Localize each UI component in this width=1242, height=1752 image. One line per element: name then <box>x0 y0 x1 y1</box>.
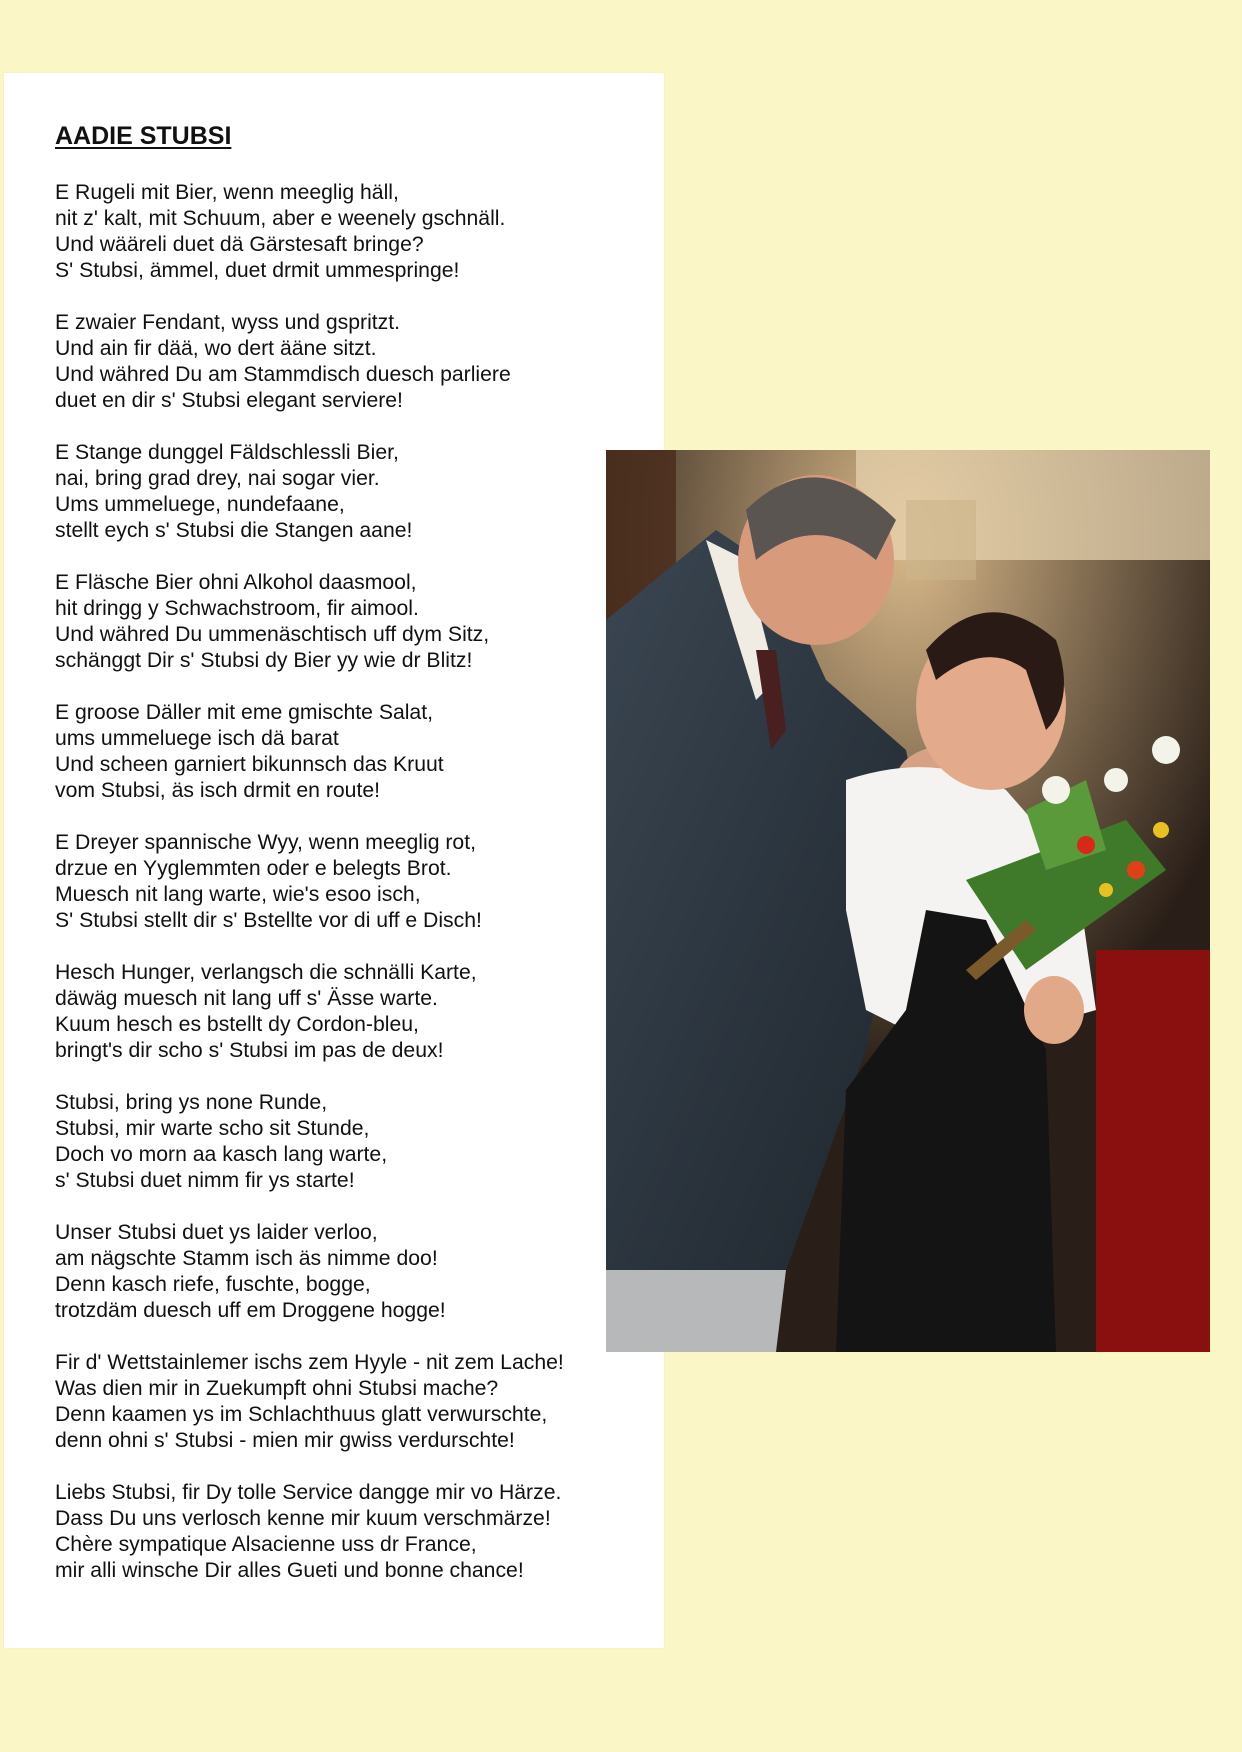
poem-stanza <box>55 1220 645 1324</box>
poem-line: E Rugeli mit Bier, wenn meeglig häll, <box>55 181 399 204</box>
poem-stanza <box>55 440 645 544</box>
poem-line: Ums ummeluege, nundefaane, <box>55 493 345 516</box>
poem-stanza <box>55 310 645 414</box>
poem-line: nit z' kalt, mit Schuum, aber e weenely gschnäll. <box>55 207 506 230</box>
poem-line: S' Stubsi stellt dir s' Bstellte vor di uff e Disch! <box>55 909 482 932</box>
poem-line: Und scheen garniert bikunnsch das Kruut <box>55 753 444 776</box>
poem-line: s' Stubsi duet nimm fir ys starte! <box>55 1169 355 1192</box>
poem-line: Dass Du uns verlosch kenne mir kuum verschmärze! <box>55 1507 551 1530</box>
poem-line: ums ummeluege isch dä barat <box>55 727 339 750</box>
poem-line: Stubsi, mir warte scho sit Stunde, <box>55 1117 370 1140</box>
poem-stanza <box>55 830 645 934</box>
poem-line: S' Stubsi, ämmel, duet drmit ummespringe! <box>55 259 460 282</box>
poem-title: AADIE STUBSI <box>55 122 232 150</box>
poem-line: E zwaier Fendant, wyss und gspritzt. <box>55 311 401 334</box>
poem-line: E Fläsche Bier ohni Alkohol daasmool, <box>55 571 417 594</box>
poem-line: E Dreyer spannische Wyy, wenn meeglig rot, <box>55 831 476 854</box>
poem-line: däwäg muesch nit lang uff s' Ässe warte. <box>55 987 438 1010</box>
photo-illustration <box>606 450 1210 1352</box>
poem-line: Und währed Du am Stammdisch duesch parliere <box>55 363 511 386</box>
poem-line: Liebs Stubsi, fir Dy tolle Service dangge mir vo Härze. <box>55 1481 562 1504</box>
poem-stanza <box>55 1480 645 1584</box>
poem-line: bringt's dir scho s' Stubsi im pas de deux! <box>55 1039 444 1062</box>
poem-stanza <box>55 180 645 284</box>
poem-line: Doch vo morn aa kasch lang warte, <box>55 1143 388 1166</box>
poem-line: mir alli winsche Dir alles Gueti und bonne chance! <box>55 1559 524 1582</box>
poem-stanza <box>55 1350 645 1454</box>
poem-line: Und währed Du ummenäschtisch uff dym Sitz, <box>55 623 490 646</box>
poem-line: stellt eych s' Stubsi die Stangen aane! <box>55 519 413 542</box>
poem-line: Chère sympatique Alsacienne uss dr France, <box>55 1533 477 1556</box>
poem-line: Denn kasch riefe, fuschte, bogge, <box>55 1273 371 1296</box>
poem-line: vom Stubsi, äs isch drmit en route! <box>55 779 381 802</box>
poem-line: Was dien mir in Zuekumpft ohni Stubsi mache? <box>55 1377 499 1400</box>
poem-line: drzue en Yyglemmten oder e belegts Brot. <box>55 857 452 880</box>
poem-line: Fir d' Wettstainlemer ischs zem Hyyle - nit zem Lache! <box>55 1351 564 1374</box>
poem-line: Kuum hesch es bstellt dy Cordon-bleu, <box>55 1013 419 1036</box>
poem-line: nai, bring grad drey, nai sogar vier. <box>55 467 380 490</box>
poem-stanza <box>55 700 645 804</box>
poem-line: trotzdäm duesch uff em Droggene hogge! <box>55 1299 446 1322</box>
poem-line: Denn kaamen ys im Schlachthuus glatt verwurschte, <box>55 1403 548 1426</box>
poem-line: denn ohni s' Stubsi - mien mir gwiss verdurschte! <box>55 1429 515 1452</box>
poem-line: am nägschte Stamm isch äs nimme doo! <box>55 1247 438 1270</box>
poem-line: duet en dir s' Stubsi elegant serviere! <box>55 389 403 412</box>
poem-line: E groose Däller mit eme gmischte Salat, <box>55 701 433 724</box>
poem-block <box>55 120 645 1610</box>
poem-line: schänggt Dir s' Stubsi dy Bier yy wie dr Blitz! <box>55 649 473 672</box>
poem-line: Unser Stubsi duet ys laider verloo, <box>55 1221 378 1244</box>
poem-line: Stubsi, bring ys none Runde, <box>55 1091 328 1114</box>
poem-line: hit dringg y Schwachstroom, fir aimool. <box>55 597 419 620</box>
poem-stanzas <box>55 180 645 1584</box>
poem-line: Und ain fir dää, wo dert ääne sitzt. <box>55 337 377 360</box>
poem-stanza <box>55 1090 645 1194</box>
poem-stanza <box>55 960 645 1064</box>
poem-stanza <box>55 570 645 674</box>
poem-line: E Stange dunggel Fäldschlessli Bier, <box>55 441 399 464</box>
poem-line: Und wääreli duet dä Gärstesaft bringe? <box>55 233 424 256</box>
poem-line: Hesch Hunger, verlangsch die schnälli Karte, <box>55 961 477 984</box>
farewell-photo <box>606 450 1210 1352</box>
poem-line: Muesch nit lang warte, wie's esoo isch, <box>55 883 421 906</box>
